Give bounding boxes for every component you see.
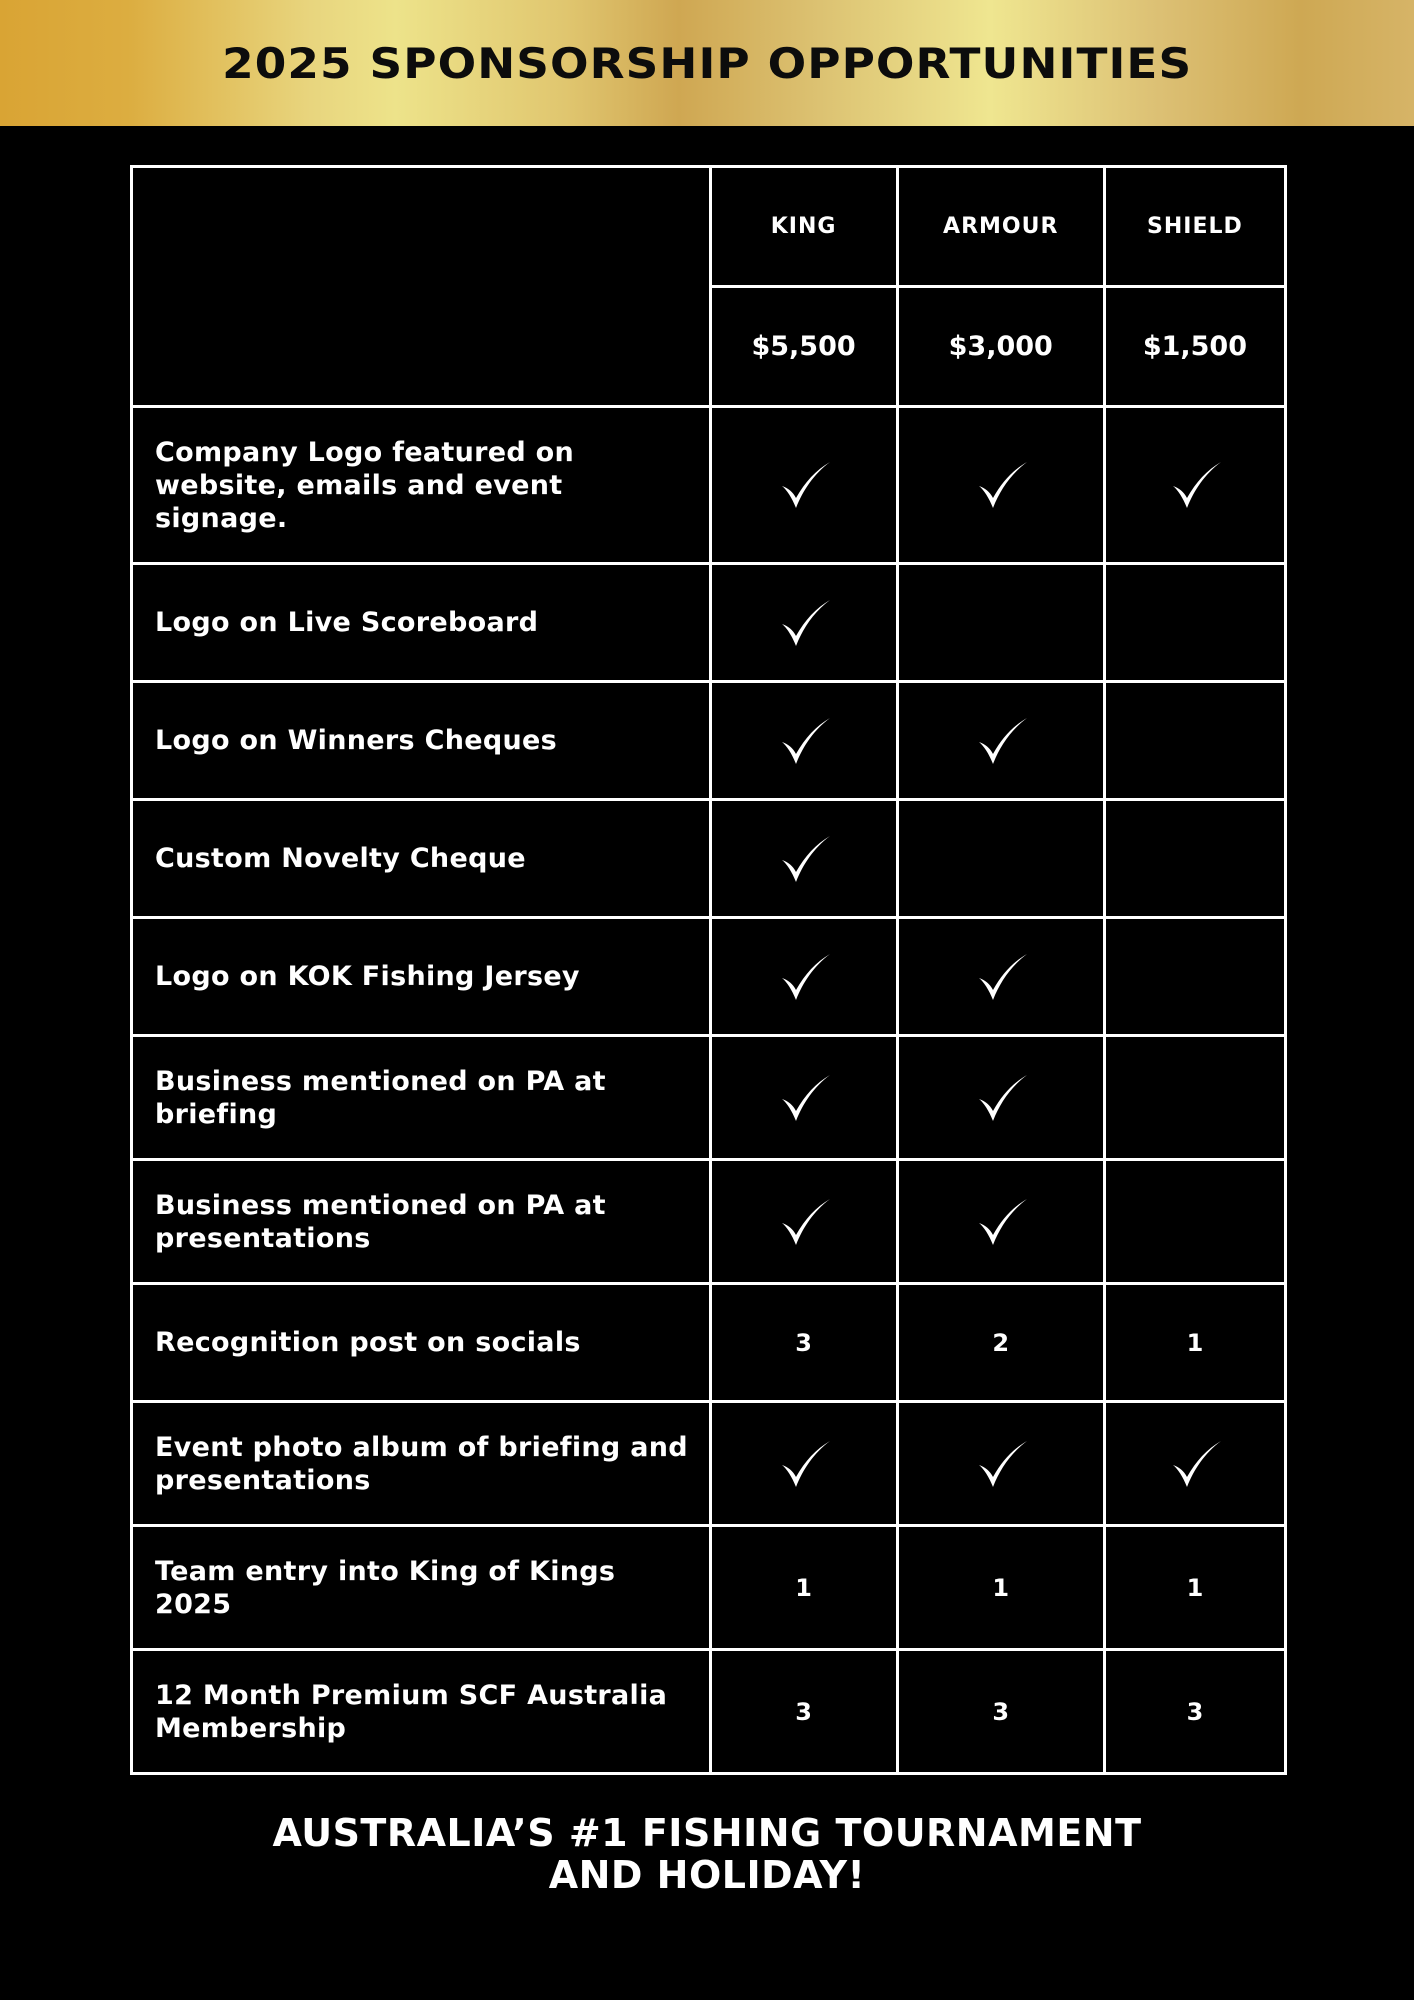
table-row: [132, 1284, 1286, 1402]
feature-label: Business mentioned on PA at briefing: [132, 1036, 711, 1160]
tier-king-included: [710, 918, 897, 1036]
tier-shield-included: [1104, 407, 1285, 564]
tier-shield-name: SHIELD: [1104, 167, 1285, 287]
tier-armour-included: [897, 682, 1104, 800]
tier-king-name: KING: [710, 167, 897, 287]
check-icon: [1167, 458, 1223, 512]
footer-tagline: [0, 1812, 1414, 1896]
tier-armour-included: [897, 407, 1104, 564]
corner-cell: [132, 167, 711, 407]
feature-label: 12 Month Premium SCF Australia Membership: [132, 1650, 711, 1774]
check-icon: [973, 1195, 1029, 1249]
tier-armour-value: 3: [897, 1650, 1104, 1774]
tier-shield-empty: [1104, 564, 1285, 682]
feature-label: Custom Novelty Cheque: [132, 800, 711, 918]
table-row: [132, 1402, 1286, 1526]
header-banner: [0, 0, 1414, 126]
table-row: [132, 407, 1286, 564]
tier-shield-value: 1: [1104, 1284, 1285, 1402]
check-icon: [973, 950, 1029, 1004]
tier-armour-value: 2: [897, 1284, 1104, 1402]
tier-armour-price: $3,000: [897, 287, 1104, 407]
page-title: 2025 SPONSORSHIP OPPORTUNITIES: [221, 38, 1193, 88]
tier-king-value: 1: [710, 1526, 897, 1650]
sponsorship-table: [130, 165, 1287, 1775]
footer-line-2: AND HOLIDAY!: [548, 1853, 866, 1897]
tier-king-included: [710, 800, 897, 918]
tier-shield-empty: [1104, 1160, 1285, 1284]
feature-label: Logo on Live Scoreboard: [132, 564, 711, 682]
check-icon: [776, 832, 832, 886]
tier-king-included: [710, 1036, 897, 1160]
check-icon: [776, 714, 832, 768]
tier-king-price: $5,500: [710, 287, 897, 407]
table-row: [132, 918, 1286, 1036]
table-row: [132, 564, 1286, 682]
check-icon: [973, 1071, 1029, 1125]
table-row: [132, 1650, 1286, 1774]
tier-shield-price: $1,500: [1104, 287, 1285, 407]
table-row: [132, 1160, 1286, 1284]
table-row: [132, 682, 1286, 800]
tier-king-included: [710, 682, 897, 800]
check-icon: [973, 458, 1029, 512]
check-icon: [776, 1195, 832, 1249]
footer-line-1: AUSTRALIA’S #1 FISHING TOURNAMENT: [272, 1811, 1142, 1855]
tier-armour-included: [897, 918, 1104, 1036]
check-icon: [973, 714, 1029, 768]
check-icon: [776, 1071, 832, 1125]
check-icon: [776, 950, 832, 1004]
tier-shield-value: 3: [1104, 1650, 1285, 1774]
tier-shield-included: [1104, 1402, 1285, 1526]
check-icon: [973, 1437, 1029, 1491]
table-row: [132, 1526, 1286, 1650]
tier-shield-empty: [1104, 918, 1285, 1036]
tier-shield-empty: [1104, 682, 1285, 800]
feature-rows: [132, 407, 1286, 1774]
tier-king-included: [710, 564, 897, 682]
tier-armour-included: [897, 1036, 1104, 1160]
feature-label: Business mentioned on PA at presentations: [132, 1160, 711, 1284]
feature-label: Recognition post on socials: [132, 1284, 711, 1402]
check-icon: [776, 1437, 832, 1491]
tier-armour-empty: [897, 564, 1104, 682]
check-icon: [776, 458, 832, 512]
tier-armour-included: [897, 1402, 1104, 1526]
check-icon: [1167, 1437, 1223, 1491]
tier-king-value: 3: [710, 1650, 897, 1774]
feature-label: Company Logo featured on website, emails and event signage.: [132, 407, 711, 564]
tier-king-included: [710, 1402, 897, 1526]
tier-shield-empty: [1104, 800, 1285, 918]
tier-armour-included: [897, 1160, 1104, 1284]
tier-king-included: [710, 1160, 897, 1284]
tier-shield-empty: [1104, 1036, 1285, 1160]
tier-armour-empty: [897, 800, 1104, 918]
table-row: [132, 800, 1286, 918]
feature-label: Event photo album of briefing and presentations: [132, 1402, 711, 1526]
check-icon: [776, 596, 832, 650]
tier-armour-name: ARMOUR: [897, 167, 1104, 287]
tier-king-value: 3: [710, 1284, 897, 1402]
feature-label: Logo on Winners Cheques: [132, 682, 711, 800]
feature-label: Team entry into King of Kings 2025: [132, 1526, 711, 1650]
table-row: [132, 1036, 1286, 1160]
tier-name-row: [132, 167, 1286, 287]
tier-shield-value: 1: [1104, 1526, 1285, 1650]
tier-armour-value: 1: [897, 1526, 1104, 1650]
tier-king-included: [710, 407, 897, 564]
feature-label: Logo on KOK Fishing Jersey: [132, 918, 711, 1036]
